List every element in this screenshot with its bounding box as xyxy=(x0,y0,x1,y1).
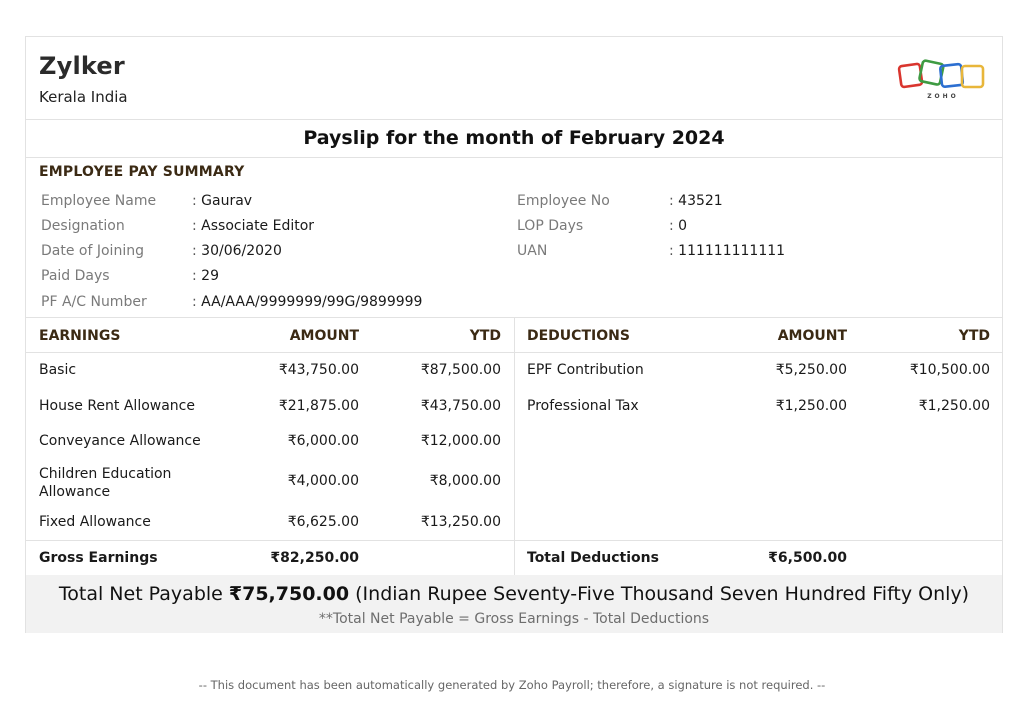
earning-name-multiline xyxy=(39,465,171,501)
company-address: Kerala India xyxy=(39,88,128,106)
total-deductions-amount: ₹6,500.00 xyxy=(768,550,847,566)
pf-number-value: AA/AAA/9999999/99G/9899999 xyxy=(201,294,423,310)
total-deductions-label: Total Deductions xyxy=(527,550,659,566)
payslip-header xyxy=(26,37,1002,120)
summary-value-row: : 43521 xyxy=(669,193,723,209)
earning-amount: ₹21,875.00 xyxy=(278,398,359,414)
summary-label: Date of Joining xyxy=(41,243,144,259)
summary-value-row: : 30/06/2020 xyxy=(192,243,282,259)
paid-days-value: 29 xyxy=(201,268,219,284)
summary-value-row: : AA/AAA/9999999/99G/9899999 xyxy=(192,294,423,310)
date-of-joining-value: 30/06/2020 xyxy=(201,243,282,259)
net-payable-note: **Total Net Payable = Gross Earnings - Total Deductions xyxy=(318,611,710,627)
earning-ytd: ₹8,000.00 xyxy=(429,473,501,489)
net-payable-line xyxy=(26,583,1002,605)
summary-label: Employee No xyxy=(517,193,610,209)
footer-note: -- This document has been automatically generated by Zoho Payroll; therefore, a signature is not required. -- xyxy=(198,678,826,692)
payslip-title: Payslip for the month of February 2024 xyxy=(26,119,1002,158)
deduction-amount: ₹5,250.00 xyxy=(775,362,847,378)
summary-label: LOP Days xyxy=(517,218,584,234)
summary-label: UAN xyxy=(517,243,548,259)
earning-name: House Rent Allowance xyxy=(39,398,195,414)
summary-row xyxy=(517,191,610,211)
earnings-amount-header: AMOUNT xyxy=(289,328,359,344)
deductions-amount-header: AMOUNT xyxy=(777,328,847,344)
summary-row xyxy=(41,292,147,312)
table-column-divider xyxy=(514,317,515,575)
earning-name: Fixed Allowance xyxy=(39,514,151,530)
employee-name-value: Gaurav xyxy=(201,193,253,209)
deductions-header: DEDUCTIONS xyxy=(527,328,630,344)
earning-amount: ₹4,000.00 xyxy=(287,473,359,489)
earnings-ytd-header: YTD xyxy=(469,328,501,344)
summary-heading: EMPLOYEE PAY SUMMARY xyxy=(39,164,245,180)
deduction-amount: ₹1,250.00 xyxy=(775,398,847,414)
summary-row xyxy=(517,216,583,236)
earning-amount: ₹6,625.00 xyxy=(287,514,359,530)
gross-earnings-amount: ₹82,250.00 xyxy=(270,550,359,566)
employee-no-value: 43521 xyxy=(678,193,723,209)
earning-ytd: ₹13,250.00 xyxy=(420,514,501,530)
deduction-ytd: ₹10,500.00 xyxy=(909,362,990,378)
summary-label: Employee Name xyxy=(41,193,157,209)
net-payable-label: Total Net Payable xyxy=(58,583,223,605)
summary-row xyxy=(41,191,156,211)
summary-row xyxy=(517,241,547,261)
earning-ytd: ₹87,500.00 xyxy=(420,362,501,378)
summary-label: PF A/C Number xyxy=(41,294,147,310)
designation-value: Associate Editor xyxy=(201,218,315,234)
summary-row xyxy=(41,266,110,286)
summary-label: Paid Days xyxy=(41,268,110,284)
net-payable-amount: ₹75,750.00 xyxy=(228,583,350,605)
svg-text:ZOHO: ZOHO xyxy=(927,93,959,100)
summary-value-row: : 29 xyxy=(192,268,219,284)
gross-earnings-label: Gross Earnings xyxy=(39,550,158,566)
deduction-name: EPF Contribution xyxy=(527,362,644,378)
summary-value-row: : 0 xyxy=(669,218,688,234)
zoho-logo xyxy=(896,57,988,101)
net-payable-box xyxy=(26,575,1002,633)
earning-name-line: Children Education xyxy=(39,466,172,482)
summary-row xyxy=(41,241,144,261)
summary-row xyxy=(41,216,125,236)
earning-ytd: ₹12,000.00 xyxy=(420,433,501,449)
earning-ytd: ₹43,750.00 xyxy=(420,398,501,414)
earning-name: Basic xyxy=(39,362,77,378)
summary-value-row: : 111111111111 xyxy=(669,243,786,259)
company-name: Zylker xyxy=(39,52,125,80)
payslip xyxy=(25,36,1003,633)
deductions-ytd-header: YTD xyxy=(958,328,990,344)
uan-value: 111111111111 xyxy=(678,243,786,259)
summary-value-row: : Gaurav xyxy=(192,193,253,209)
earning-amount: ₹43,750.00 xyxy=(278,362,359,378)
summary-value-row: : Associate Editor xyxy=(192,218,315,234)
lop-days-value: 0 xyxy=(678,218,688,234)
net-payable-words: (Indian Rupee Seventy-Five Thousand Seven Hundred Fifty Only) xyxy=(355,583,970,605)
earnings-header: EARNINGS xyxy=(39,328,121,344)
earning-amount: ₹6,000.00 xyxy=(287,433,359,449)
earning-name-line: Allowance xyxy=(39,484,111,500)
summary-label: Designation xyxy=(41,218,125,234)
deduction-ytd: ₹1,250.00 xyxy=(918,398,990,414)
earning-name: Conveyance Allowance xyxy=(39,433,201,449)
deduction-name: Professional Tax xyxy=(527,398,639,414)
